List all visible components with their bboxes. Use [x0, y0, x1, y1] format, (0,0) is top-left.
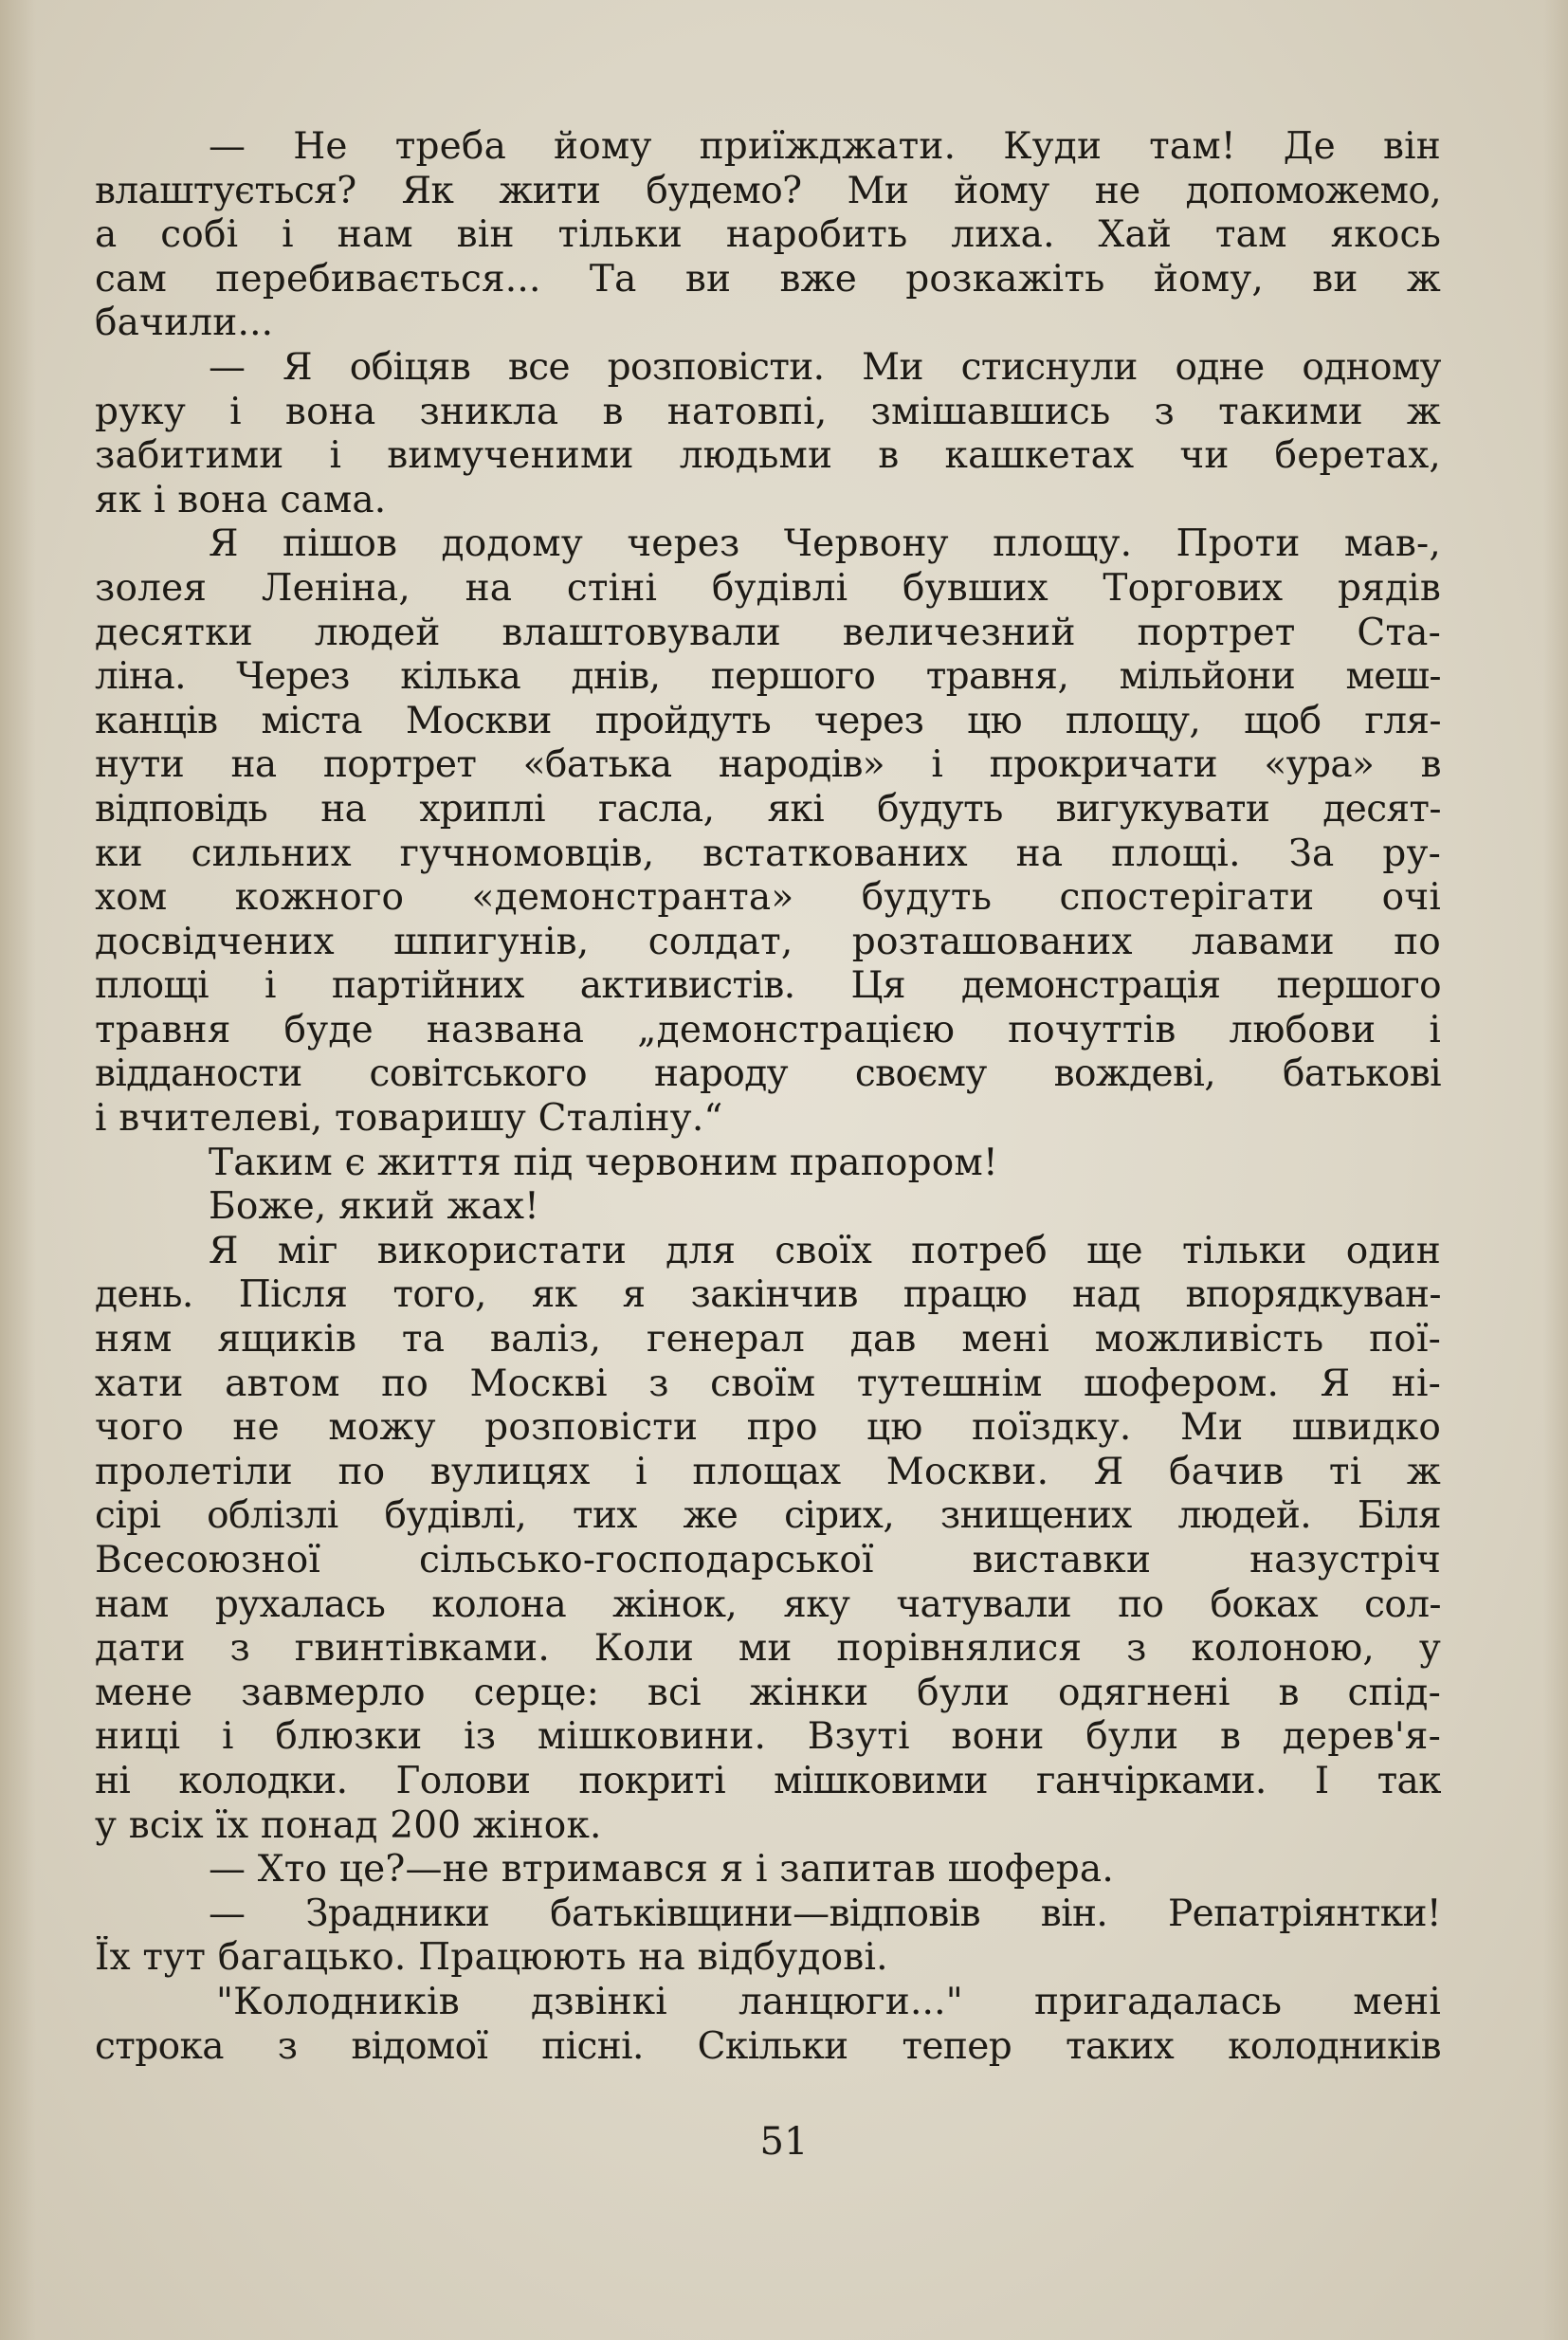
text-line: ні колодки. Голови покриті мішковими ганчірками. І так — [95, 1759, 1441, 1802]
text-line: нам рухалась колона жінок, яку чатували по боках сол- — [95, 1582, 1441, 1626]
text-line: — Я обіцяв все розповісти. Ми стиснули одне одному — [209, 345, 1441, 389]
text-line: сірі облізлі будівлі, тих же сірих, знищених людей. Біля — [95, 1494, 1441, 1538]
text-line: — Зрадники батьківщини—відповів він. Репатріянтки! — [209, 1892, 1441, 1935]
text-line: Я пішов додому через Червону площу. Проти мав-, — [209, 522, 1441, 566]
text-line: канців міста Москви пройдуть через цю площу, щоб гля- — [95, 699, 1441, 742]
text-line: травня буде названа „демонстрацією почуттів любови і — [95, 1008, 1441, 1051]
text-line: у всіх їх понад 200 жінок. — [95, 1803, 602, 1847]
text-line: ки сильних гучномовців, встаткованих на площі. За ру- — [95, 832, 1441, 875]
text-line: строка з відомої пісні. Скільки тепер таких колодників — [95, 2024, 1441, 2068]
text-line: чого не можу розповісти про цю поїздку. Ми швидко — [95, 1406, 1441, 1450]
text-line: і вчителеві, товаришу Сталіну.“ — [95, 1097, 723, 1141]
text-line: ням ящиків та валіз, генерал дав мені можливість пої- — [95, 1318, 1441, 1362]
text-line: Я міг використати для своїх потреб ще тільки один — [209, 1229, 1441, 1272]
text-line: Таким є життя під червоним прапором! — [209, 1141, 998, 1184]
text-line: ниці і блюзки із мішковини. Взуті вони були в дерев'я- — [95, 1715, 1441, 1759]
text-line: бачили... — [95, 302, 274, 345]
text-line: а собі і нам він тільки наробить лиха. Хай там якось — [95, 213, 1441, 257]
text-line: хати автом по Москві з своїм тутешнім шофером. Я ні- — [95, 1362, 1441, 1405]
text-line: руку і вона зникла в натовпі, змішавшись з такими ж — [95, 390, 1441, 433]
text-line: забитими і вимученими людьми в кашкетах чи беретах, — [95, 434, 1441, 478]
text-line: — Не треба йому приїжджати. Куди там! Де він — [209, 125, 1441, 168]
text-line: Всесоюзної сільсько-господарської виставки назустріч — [95, 1539, 1441, 1581]
text-line: пролетіли по вулицях і площах Москви. Я бачив ті ж — [95, 1450, 1441, 1493]
text-line: сам перебивається... Та ви вже розкажіть йому, ви ж — [95, 257, 1441, 301]
text-line: "Колодників дзвінкі ланцюги..." пригадалась мені — [216, 1980, 1441, 2023]
page-number: 51 — [759, 2120, 809, 2164]
text-line: як і вона сама. — [95, 478, 387, 521]
text-line: Їх тут багацько. Працюють на відбудові. — [95, 1936, 888, 1980]
text-line: досвідчених шпигунів, солдат, розташованих лавами по — [95, 920, 1441, 963]
text-line: — Хто це?—не втримався я і запитав шофера. — [209, 1848, 1114, 1892]
text-line: хом кожного «демонстранта» будуть спостерігати очі — [95, 876, 1441, 920]
page-text — [95, 125, 1441, 2069]
text-line: ліна. Через кілька днів, першого травня, мільйони меш- — [95, 655, 1441, 699]
text-line: влаштується? Як жити будемо? Ми йому не допоможемо, — [95, 169, 1441, 212]
text-line: нути на портрет «батька народів» і прокричати «ура» в — [95, 743, 1441, 787]
text-line: десятки людей влаштовували величезний портрет Ста- — [95, 611, 1441, 654]
text-line: площі і партійних активистів. Ця демонстрація першого — [95, 964, 1441, 1008]
text-line: дати з гвинтівками. Коли ми порівнялися з колоною, у — [95, 1627, 1441, 1671]
text-line: мене завмерло серце: всі жінки були одягнені в спід- — [95, 1671, 1441, 1714]
text-line: золея Леніна, на стіні будівлі бувших Торгових рядів — [95, 566, 1441, 610]
text-line: день. Після того, як я закінчив працю над впорядкуван- — [95, 1273, 1441, 1317]
text-line: відданости совітського народу своєму вождеві, батькові — [95, 1052, 1441, 1096]
text-line: відповідь на хриплі гасла, які будуть вигукувати десят- — [95, 787, 1441, 831]
text-line: Боже, який жах! — [209, 1185, 540, 1229]
